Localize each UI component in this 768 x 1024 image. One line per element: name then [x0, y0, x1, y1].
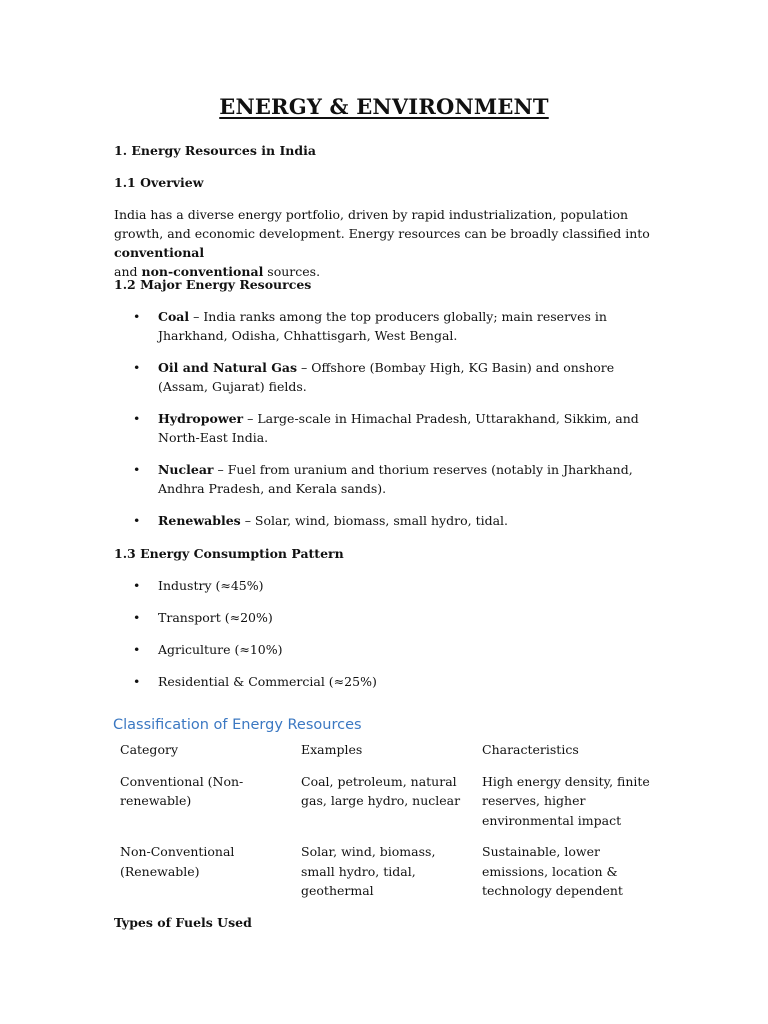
bullet-icon: • [133, 309, 141, 324]
subheading-overview: 1.1 Overview [114, 175, 204, 190]
table-cell-characteristics: High energy density, finite reserves, higher environmental impact [482, 773, 650, 828]
subheading-fuel-types: Types of Fuels Used [114, 915, 252, 930]
resource-term: Coal [158, 309, 190, 324]
overview-text-a: India has a diverse energy portfolio, driven by rapid industrialization, population growth, and economic development. Energy resources can be broadly classified into [114, 207, 650, 241]
bullet-icon: • [133, 610, 141, 625]
table-cell-characteristics: Sustainable, lower emissions, location & technology dependent [482, 844, 623, 898]
list-item [114, 511, 654, 530]
column-header-examples: Examples [301, 742, 363, 757]
resource-desc: – India ranks among the top producers globally; main reserves in Jharkhand, Odisha, Chhattisgarh, West Bengal. [158, 309, 607, 343]
bullet-icon: • [133, 642, 141, 657]
table-cell-examples: Solar, wind, biomass, small hydro, tidal, geothermal [301, 844, 436, 898]
major-resources-list [114, 307, 654, 530]
list-item [114, 672, 654, 691]
consumption-label: Agriculture (≈10%) [158, 642, 283, 657]
list-item [114, 576, 654, 595]
column-header-characteristics: Characteristics [482, 742, 579, 757]
overview-bold-non-conventional: non-conventional [141, 264, 264, 279]
resource-desc: – Offshore (Bombay High, KG Basin) and onshore (Assam, Gujarat) fields. [158, 360, 615, 394]
resource-term: Renewables [158, 513, 241, 528]
document-title: ENERGY & ENVIRONMENT [219, 94, 549, 119]
table-cell-examples: Coal, petroleum, natural gas, large hydro, nuclear [301, 773, 461, 808]
section-heading-energy-resources: 1. Energy Resources in India [114, 143, 316, 158]
column-header-category: Category [120, 742, 179, 757]
overview-bold-conventional: conventional [114, 245, 205, 260]
table-cell-category: Non-Conventional (Renewable) [120, 844, 235, 879]
bullet-icon: • [133, 360, 141, 375]
overview-paragraph [114, 205, 654, 281]
table-cell-category: Conventional (Non-renewable) [120, 773, 244, 808]
classification-heading: Classification of Energy Resources [113, 717, 362, 733]
bullet-icon: • [133, 578, 141, 593]
resource-desc: – Solar, wind, biomass, small hydro, tidal. [240, 513, 509, 528]
overview-text-b: and [114, 264, 142, 279]
overview-text-c: sources. [263, 264, 321, 279]
bullet-icon: • [133, 513, 141, 528]
resource-term: Hydropower [158, 411, 244, 426]
subheading-major-resources: 1.2 Major Energy Resources [114, 277, 312, 292]
list-item [114, 358, 654, 396]
table-row [114, 842, 658, 901]
list-item [114, 460, 654, 498]
subheading-consumption-pattern: 1.3 Energy Consumption Pattern [114, 546, 344, 561]
table-row [114, 772, 658, 843]
table-header-row [114, 740, 658, 772]
list-item [114, 307, 654, 345]
list-item [114, 409, 654, 447]
consumption-label: Industry (≈45%) [158, 578, 264, 593]
resource-desc: – Large-scale in Himachal Pradesh, Uttarakhand, Sikkim, and North-East India. [158, 411, 639, 445]
resource-term: Oil and Natural Gas [158, 360, 298, 375]
bullet-icon: • [133, 462, 141, 477]
resource-desc: – Fuel from uranium and thorium reserves (notably in Jharkhand, Andhra Pradesh, and Kerala sands). [158, 462, 633, 496]
resource-term: Nuclear [158, 462, 214, 477]
consumption-list [114, 576, 654, 691]
consumption-label: Residential & Commercial (≈25%) [158, 674, 377, 689]
bullet-icon: • [133, 674, 141, 689]
bullet-icon: • [133, 411, 141, 426]
list-item [114, 640, 654, 659]
list-item [114, 608, 654, 627]
consumption-label: Transport (≈20%) [158, 610, 273, 625]
classification-table [114, 740, 658, 901]
